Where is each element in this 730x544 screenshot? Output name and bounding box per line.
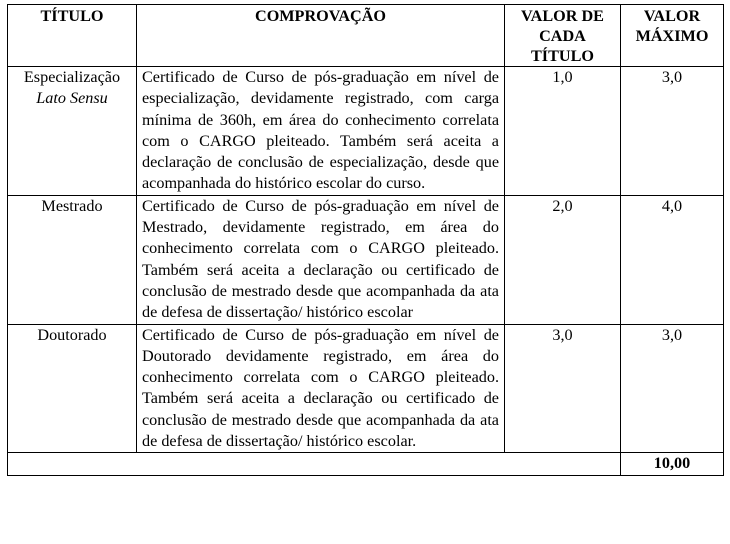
row-comprovacao: Certificado de Curso de pós-graduação em nível de Doutorado devidamente registrado, em área do conhecimento correlata com o CARGO pleiteado. Também será aceita a declaração ou certificado de conclusão de mestrado desde que acompanhada da ata de defesa de dissertação/ histórico escolar. [137, 324, 505, 453]
table-row [8, 324, 724, 453]
total-empty-cell [8, 453, 621, 476]
row-titulo: Doutorado [8, 324, 137, 453]
row-valor-maximo: 3,0 [621, 67, 724, 196]
header-comprovacao: COMPROVAÇÃO [137, 5, 505, 67]
header-valor-max-line2: MÁXIMO [635, 27, 709, 45]
header-valor-cada-line2: CADA [539, 27, 586, 45]
row-valor-maximo: 4,0 [621, 195, 724, 324]
row-comprovacao: Certificado de Curso de pós-graduação em nível de Mestrado, devidamente registrado, em área do conhecimento correlata com o CARGO pleiteado. Também será aceita a declaração ou certificado de conclusão de mestrado desde que acompanhada da ata de defesa de dissertação/ histórico escolar [137, 195, 505, 324]
titulo-text: Especialização [23, 68, 121, 86]
total-row [8, 453, 724, 476]
row-valor-cada: 3,0 [505, 324, 621, 453]
header-valor-cada-titulo [505, 5, 621, 67]
row-valor-cada: 1,0 [505, 67, 621, 196]
row-comprovacao: Certificado de Curso de pós-graduação em nível de especialização, devidamente registrado, com carga mínima de 360h, em área do conhecimento correlata com o CARGO pleiteado. Também será aceita a declaração de conclusão de especialização, desde que acompanhada do histórico escolar do curso. [137, 67, 505, 196]
row-valor-cada: 2,0 [505, 195, 621, 324]
header-valor-cada-line1: VALOR DE [521, 7, 604, 25]
header-titulo: TÍTULO [8, 5, 137, 67]
titles-table [7, 4, 724, 476]
row-valor-maximo: 3,0 [621, 324, 724, 453]
row-titulo [8, 67, 137, 196]
header-valor-max-line1: VALOR [643, 7, 701, 25]
table-row [8, 67, 724, 196]
header-valor-cada-line3: TÍTULO [531, 47, 594, 65]
row-titulo: Mestrado [8, 195, 137, 324]
header-row [8, 5, 724, 67]
total-value: 10,00 [621, 453, 724, 476]
table-row [8, 195, 724, 324]
titulo-italic-text: Lato Sensu [36, 89, 108, 108]
header-valor-maximo [621, 5, 724, 67]
